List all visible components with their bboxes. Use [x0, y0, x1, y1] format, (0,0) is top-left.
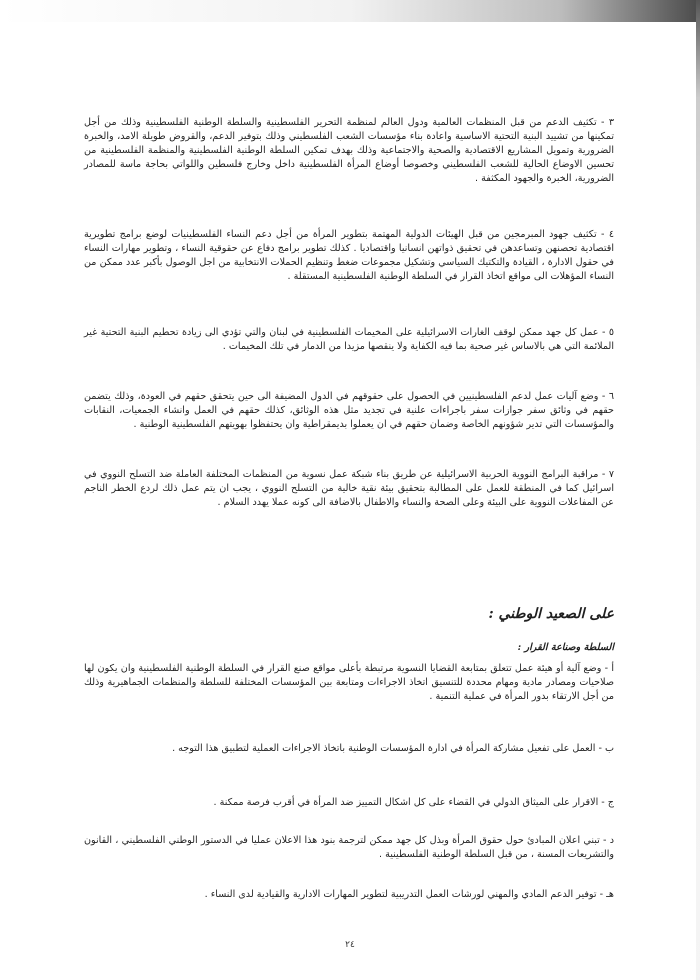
item-b: ب - العمل على تفعيل مشاركة المرأة في ادارة المؤسسات الوطنية باتخاذ الاجراءات العملية لتطبيق هذا التوجه .	[172, 743, 614, 754]
paragraph-5: ٥ - عمل كل جهد ممكن لوقف الغارات الاسرائيلية على المخيمات الفلسطينية في لبنان والتي تؤدي الى زيادة تحطيم البنية التحتية غير الملائمة التي هي بالاساس غير صحية بما فيه الكفاية ولا ينقصها مزيدا من الدمار في تلك المخيمات .	[84, 327, 614, 353]
item-e: هـ - توفير الدعم المادي والمهني لورشات العمل التدريبية لتطوير المهارات الادارية والقيادية لدى النساء .	[204, 889, 614, 900]
section-title-national: على الصعيد الوطني :	[488, 606, 614, 622]
page-number: ٢٤	[345, 940, 355, 950]
item-a: أ - وضع آلية أو هيئة عمل تتعلق بمتابعة القضايا النسوية مرتبطة بأعلى مواقع صنع القرار في السلطة الوطنية الفلسطينية وان يكون لها صلاحيات ومصادر مادية ومهام محددة للتنسيق اتخاذ الاجراءات ومتابعة بين المؤسسات المختلفة للسلطة والمنظمات الجماهيرية وذلك من أجل الارتقاء بدور المرأة في عملية التنمية .	[84, 663, 614, 703]
item-d: د - تبني اعلان المبادئ حول حقوق المرأة وبذل كل جهد ممكن لترجمة بنود هذا الاعلان عمليا في الدستور الوطني الفلسطيني ، القانون والتشريعات المسنة ، من قبل السلطة الوطنية الفلسطينية .	[84, 835, 614, 861]
paragraph-4: ٤ - تكثيف جهود المبرمجين من قبل الهيئات الدولية المهتمة بتطوير المرأة من أجل دعم النساء الفلسطينيات لوضع برامج تطويرية اقتصادية تحصنهن وتساعدهن في تحقيق ذواتهن انسانيا واقتصاديا . كذلك تطوير برامج دفاع عن حقوقية النساء ، وتطوير مهارات النساء في حقول الادارة ، القيادة والتكتيك السياسي وتشكيل مجموعات ضغط وتنظيم الحملات الانتخابية من اجل الوصول بأكبر عدد ممكن من النساء المؤهلات الى مواقع اتخاذ القرار في السلطة الوطنية الفلسطينية المستقلة .	[84, 229, 614, 283]
scan-shadow-top	[0, 0, 700, 22]
scan-shadow-right	[696, 0, 700, 980]
paragraph-6: ٦ - وضع آليات عمل لدعم الفلسطينيين في الحصول على حقوقهم في الدول المضيفة الى حين يتحقق حقهم في العودة، وذلك يتضمن حقهم في وثائق سفر جوازات سفر باجراءات علنية في تجديد مثل هذه الوثائق، كذلك حقهم في العمل وانشاء الجمعيات، النقابات والمؤسسات التي تدير شؤونهم الخاصة وضمان حقهم في ان يعملوا بديمقراطية وان يحتفظوا بهويتهم الفلسطينية الوطنية .	[84, 391, 614, 431]
paragraph-7: ٧ - مراقبة البرامج النووية الحربية الاسرائيلية عن طريق بناء شبكة عمل نسوية من المنظمات المختلفة العاملة ضد التسلح النووي في اسرائيل كما في المنطقة للعمل على المطالبة بتحقيق بيئة نقية خالية من التسلح النووي ، يجب ان يتم عمل ذلك لردع الخطر الناجم عن المفاعلات النووية على البيئة وعلى الصحة والنساء والاطفال بالاضافة الى كونه عملا يهدد السلام .	[84, 469, 614, 509]
subsection-title-authority: السلطة وصناعة القرار :	[517, 642, 614, 653]
item-c: ج - الاقرار على الميثاق الدولي في القضاء على كل اشكال التمييز ضد المرأة في أقرب فرصة ممكنة .	[213, 797, 614, 808]
paragraph-3: ٣ - تكثيف الدعم من قبل المنظمات العالمية ودول العالم لمنظمة التحرير الفلسطينية والسلطة الوطنية الفلسطينية وذلك من أجل تمكينها من تشييد البنية التحتية الاساسية واعادة بناء مؤسسات الشعب الفلسطيني وذلك بتوفير الدعم، والقروض طويلة الامد، والخبرة الضرورية وتمويل المشاريع الاقتصادية والصحية والاجتماعية وذلك بهدف تمكين السلطة الوطنية الفلسطينية والمنظمة الفلسطينية من تحسين الاوضاع الحالية للشعب الفلسطيني وخصوصا أوضاع المرأة الفلسطينية داخل وخارج فلسطين واللواتي بحاجة ماسة للمصادر الضرورية، الخبرة والجهود المكثفة .	[84, 117, 614, 185]
